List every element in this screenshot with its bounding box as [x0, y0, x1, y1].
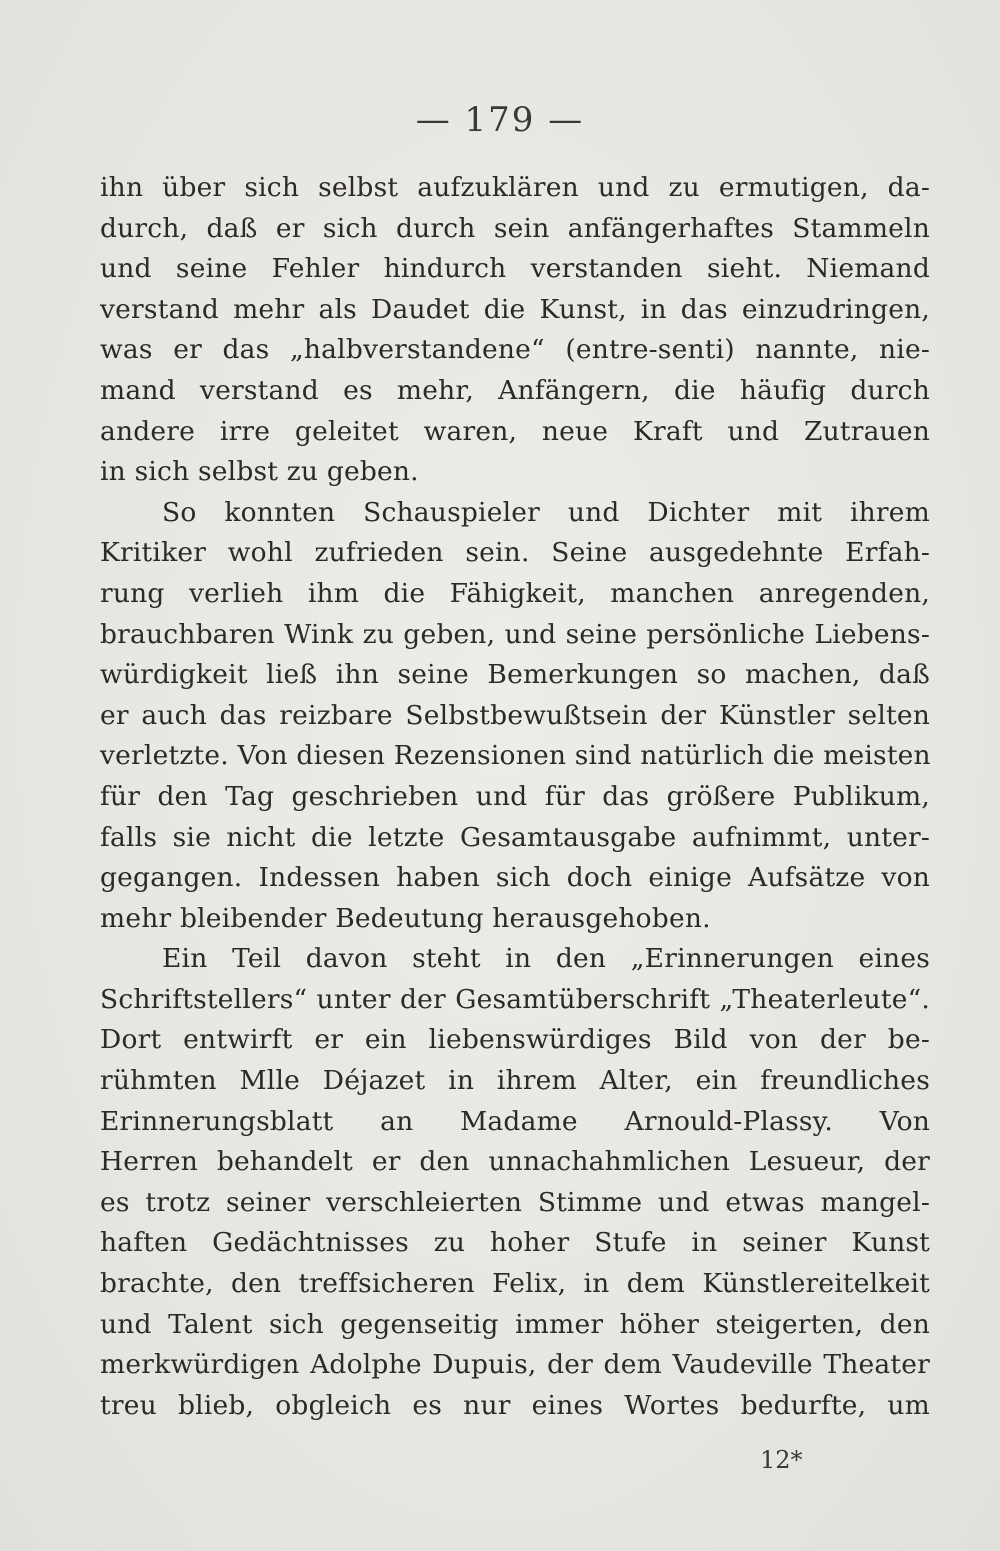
text-line: durch, daß er sich durch sein anfängerhaftes Stammeln — [100, 212, 930, 244]
printer-signature-mark: 12* — [760, 1446, 803, 1474]
text-line: rung verlieh ihm die Fähigkeit, manchen anregenden, — [100, 577, 930, 609]
text-line: Erinnerungsblatt an Madame Arnould-Plassy. Von — [100, 1105, 930, 1137]
text-line: mehr bleibender Bedeutung herausgehoben. — [100, 902, 711, 934]
text-line: ihn über sich selbst aufzuklären und zu ermutigen, da- — [100, 172, 930, 203]
text-line: und seine Fehler hindurch verstanden sieht. Niemand — [100, 253, 930, 285]
text-line: andere irre geleitet waren, neue Kraft und Zutrauen — [100, 415, 930, 447]
text-line: gegangen. Indessen haben sich doch einige Aufsätze von — [100, 862, 930, 894]
text-line: So konnten Schauspieler und Dichter mit ihrem — [162, 496, 930, 528]
text-line: was er das „halbverstandene“ (entre-senti) nannte, nie- — [100, 334, 930, 366]
text-line: Dort entwirft er ein liebenswürdiges Bild von der be- — [100, 1024, 930, 1056]
text-line: Herren behandelt er den unnachahmlichen Lesueur, der — [100, 1146, 930, 1178]
page-number: — 179 — — [415, 100, 585, 140]
text-line: brachte, den treffsicheren Felix, in dem Künstlereitelkeit — [100, 1268, 930, 1300]
text-line: haften Gedächtnisses zu hoher Stufe in seiner Kunst — [100, 1227, 930, 1259]
text-line: verletzte. Von diesen Rezensionen sind natürlich die meisten — [100, 740, 931, 772]
text-line: treu blieb, obgleich es nur eines Wortes bedurfte, um — [100, 1389, 930, 1421]
text-line: Schriftstellers“ unter der Gesamtüberschrift „Theaterleute“. — [100, 983, 930, 1015]
text-line: falls sie nicht die letzte Gesamtausgabe aufnimmt, unter- — [100, 821, 930, 853]
text-line: mand verstand es mehr, Anfängern, die häufig durch — [100, 374, 930, 406]
text-line: es trotz seiner verschleierten Stimme und etwas mangel- — [100, 1186, 930, 1218]
text-line: Ein Teil davon steht in den „Erinnerungen eines — [162, 943, 930, 975]
body-text — [100, 168, 930, 1426]
text-line: Kritiker wohl zufrieden sein. Seine ausgedehnte Erfah- — [100, 537, 930, 569]
text-line: für den Tag geschrieben und für das größere Publikum, — [100, 780, 930, 812]
text-line: merkwürdigen Adolphe Dupuis, der dem Vaudeville Theater — [100, 1349, 930, 1381]
text-line: rühmten Mlle Déjazet in ihrem Alter, ein freundliches — [100, 1065, 930, 1097]
text-line: in sich selbst zu geben. — [100, 456, 419, 488]
text-line: und Talent sich gegenseitig immer höher steigerten, den — [100, 1308, 930, 1340]
text-line: würdigkeit ließ ihn seine Bemerkungen so machen, daß — [100, 659, 930, 691]
text-line: er auch das reizbare Selbstbewußtsein der Künstler selten — [100, 699, 930, 731]
text-line: verstand mehr als Daudet die Kunst, in das einzudringen, — [100, 293, 930, 325]
text-line: brauchbaren Wink zu geben, und seine persönliche Liebens- — [100, 618, 930, 650]
